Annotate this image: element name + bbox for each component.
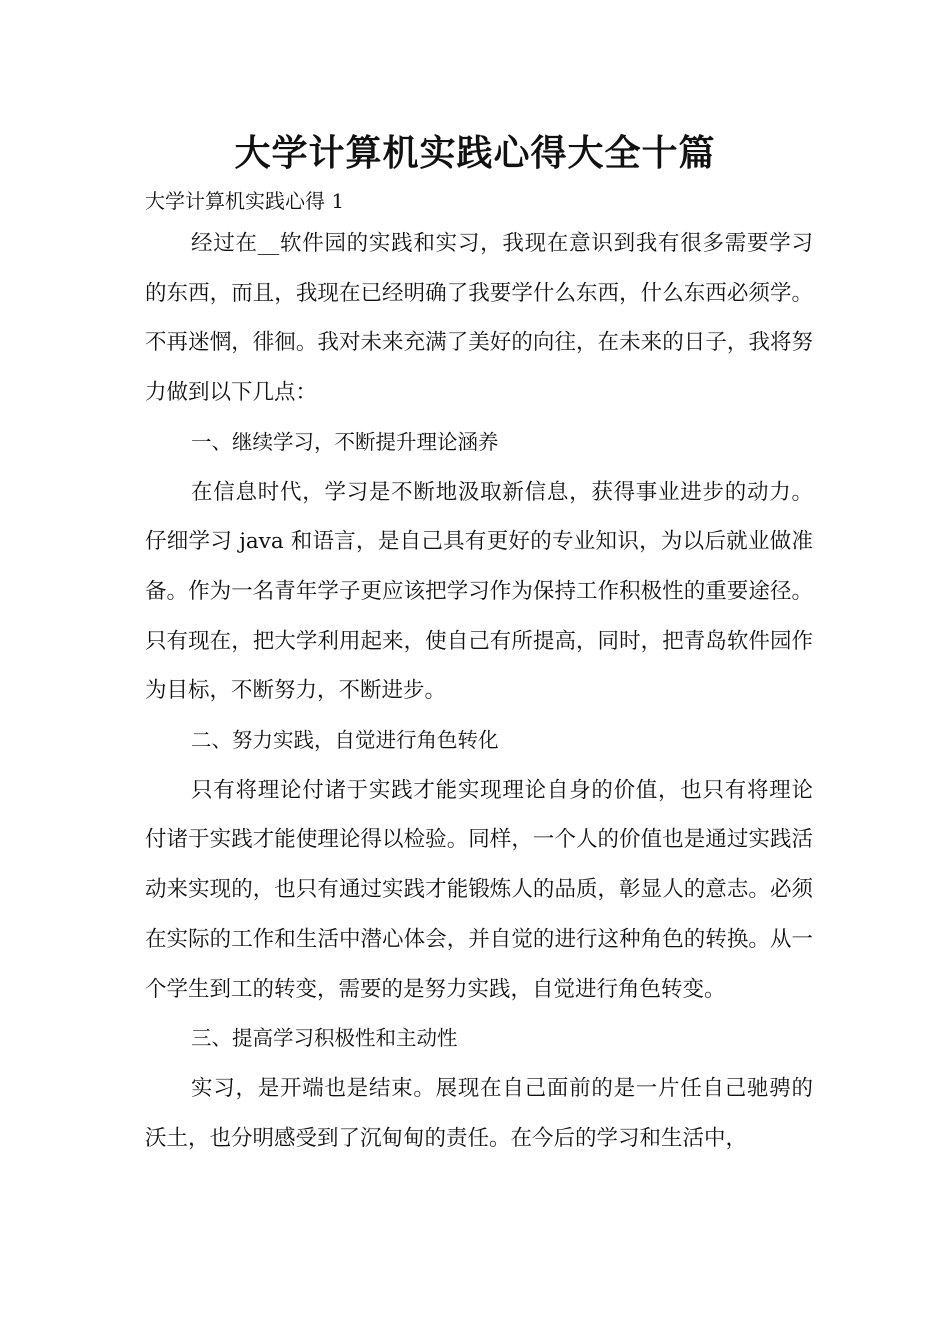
section-heading-3: 三、提高学习积极性和主动性 bbox=[191, 1026, 458, 1051]
section-subtitle: 大学计算机实践心得 1 bbox=[145, 189, 345, 213]
paragraph-1: 在信息时代，学习是不断地汲取新信息，获得事业进步的动力。仔细学习 java 和语言，是自己具有更好的专业知识，为以后就业做准备。作为一名青年学子更应该把学习作为保持工作积极性的重要途径。只有现在，把大学利用起来，使自己有所提高，同时，把青岛软件园作为目标，不断努力，不断进步。 bbox=[145, 479, 813, 704]
paragraph-intro: 经过在__软件园的实践和实习，我现在意识到我有很多需要学习的东西，而且，我现在已经明确了我要学什么东西，什么东西必须学。不再迷惘，徘徊。我对未来充满了美好的向往，在未来的日子，我将努力做到以下几点： bbox=[145, 231, 813, 406]
section-heading-2: 二、努力实践，自觉进行角色转化 bbox=[191, 728, 499, 753]
paragraph-3: 实习，是开端也是结束。展现在自己面前的是一片任自己驰骋的沃土，也分明感受到了沉甸甸的责任。在今后的学习和生活中， bbox=[145, 1075, 813, 1151]
page-title: 大学计算机实践心得大全十篇 bbox=[234, 133, 716, 174]
document-body bbox=[145, 187, 813, 1163]
paragraph-2: 只有将理论付诸于实践才能实现理论自身的价值，也只有将理论付诸于实践才能使理论得以检验。同样，一个人的价值也是通过实践活动来实现的，也只有通过实践才能锻炼人的品质，彰显人的意志。必须在实际的工作和生活中潜心体会，并自觉的进行这种角色的转换。从一个学生到工的转变，需要的是努力实践，自觉进行角色转变。 bbox=[145, 777, 813, 1002]
section-heading-1: 一、继续学习，不断提升理论涵养 bbox=[191, 429, 499, 454]
